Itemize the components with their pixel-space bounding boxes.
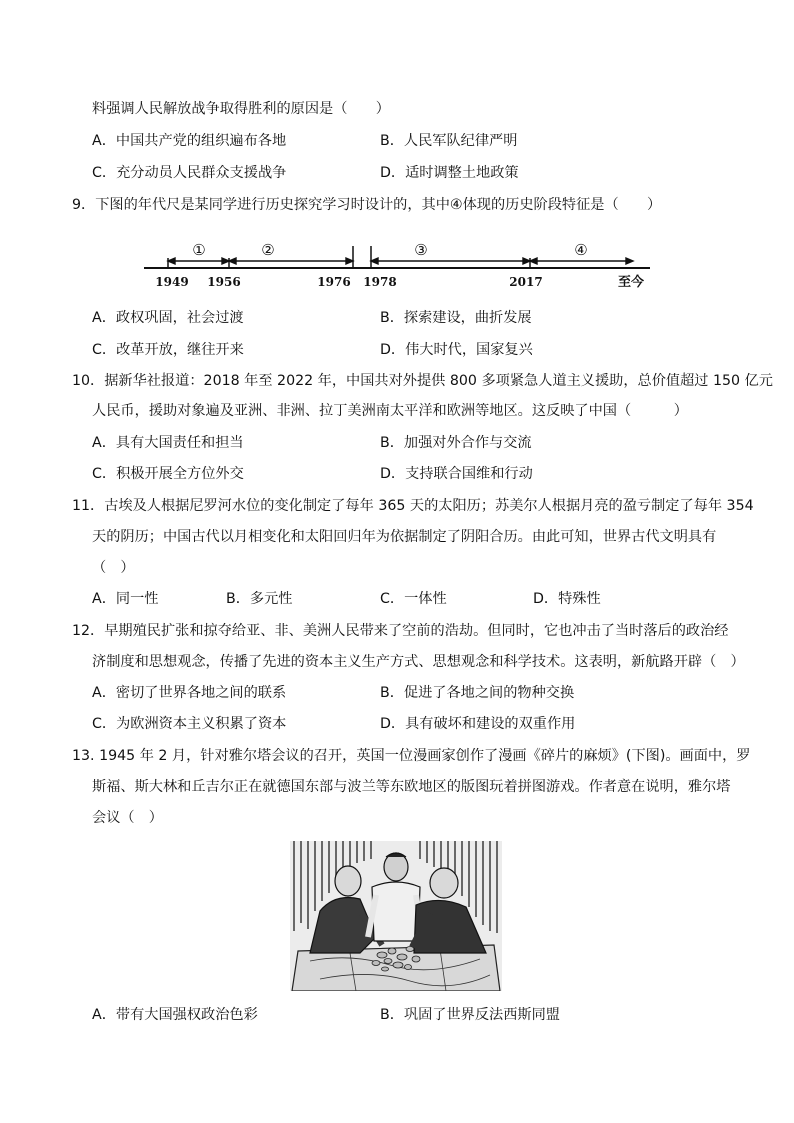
q9-stem: 9．下图的年代尺是某同学进行历史探究学习时设计的，其中④体现的历史阶段特征是（ ） (72, 197, 662, 213)
q11-stem-line3: （ ） (92, 560, 135, 576)
q10-option-a[interactable]: A．具有大国责任和担当 (92, 435, 244, 451)
period-3-arrow (371, 258, 530, 264)
q9-option-a[interactable]: A．政权巩固，社会过渡 (92, 310, 244, 326)
q13-stem-line1: 13. 1945 年 2 月，针对雅尔塔会议的召开，英国一位漫画家创作了漫画《碎片的麻烦》(下图)。画面中，罗 (72, 748, 751, 764)
year-1976: 1976 (317, 275, 351, 289)
period-4-label: ④ (574, 241, 588, 259)
year-1956: 1956 (207, 275, 241, 289)
q12-option-b[interactable]: B．促进了各地之间的物种交换 (380, 685, 575, 701)
year-1949: 1949 (155, 275, 189, 289)
q11-option-a[interactable]: A．同一性 (92, 591, 159, 607)
year-1978: 1978 (363, 275, 397, 289)
q12-option-d[interactable]: D．具有破坏和建设的双重作用 (380, 716, 576, 732)
q10-option-d[interactable]: D．支持联合国维和行动 (380, 466, 533, 482)
q11-stem-line1: 11．古埃及人根据尼罗河水位的变化制定了每年 365 天的太阳历；苏美尔人根据月亮的盈亏制定了每年 354 (72, 498, 754, 514)
q10-option-b[interactable]: B．加强对外合作与交流 (380, 435, 532, 451)
q8-option-c[interactable]: C．充分动员人民群众支援战争 (92, 165, 287, 181)
q10-stem-line1: 10．据新华社报道：2018 年至 2022 年，中国共对外提供 800 多项紧急人道主义援助，总价值超过 150 亿元 (72, 373, 773, 389)
period-2-arrow (229, 258, 353, 264)
year-2017: 2017 (509, 275, 543, 289)
q11-option-d[interactable]: D．特殊性 (533, 591, 601, 607)
q13-option-a[interactable]: A．带有大国强权政治色彩 (92, 1007, 258, 1023)
q11-option-c[interactable]: C．一体性 (380, 591, 447, 607)
q11-option-b[interactable]: B．多元性 (226, 591, 293, 607)
q13-stem-line2: 斯福、斯大林和丘吉尔正在就德国东部与波兰等东欧地区的版图玩着拼图游戏。作者意在说明，雅尔塔 (92, 779, 731, 795)
q10-stem-line2: 人民币，援助对象遍及亚洲、非洲、拉丁美洲南太平洋和欧洲等地区。这反映了中国（ ） (92, 403, 688, 419)
q13-option-b[interactable]: B．巩固了世界反法西斯同盟 (380, 1007, 560, 1023)
q11-stem-line2: 天的阴历；中国古代以月相变化和太阳回归年为依据制定了阴阳合历。由此可知，世界古代文明具有 (92, 529, 717, 545)
period-3-label: ③ (414, 241, 428, 259)
q13-stem-line3: 会议（ ） (92, 810, 163, 826)
q9-timeline (0, 232, 794, 312)
q10-option-c[interactable]: C．积极开展全方位外交 (92, 466, 244, 482)
q8-stem-tail: 料强调人民解放战争取得胜利的原因是（ ） (92, 101, 390, 117)
q12-option-a[interactable]: A．密切了世界各地之间的联系 (92, 685, 287, 701)
q8-option-a[interactable]: A．中国共产党的组织遍布各地 (92, 133, 287, 149)
period-2-label: ② (261, 241, 275, 259)
q8-option-d[interactable]: D．适时调整土地政策 (380, 165, 519, 181)
yalta-cartoon-image (290, 841, 502, 991)
q9-option-b[interactable]: B．探索建设，曲折发展 (380, 310, 532, 326)
q12-stem-line1: 12．早期殖民扩张和掠夺给亚、非、美洲人民带来了空前的浩劫。但同时，它也冲击了当时落后的政治经 (72, 623, 729, 639)
year-present: 至今 (617, 275, 645, 290)
q9-option-d[interactable]: D．伟大时代，国家复兴 (380, 342, 533, 358)
q8-option-b[interactable]: B．人民军队纪律严明 (380, 133, 518, 149)
period-1-label: ① (192, 241, 206, 259)
q9-option-c[interactable]: C．改革开放，继往开来 (92, 342, 244, 358)
q12-option-c[interactable]: C．为欧洲资本主义积累了资本 (92, 716, 287, 732)
q12-stem-line2: 济制度和思想观念，传播了先进的资本主义生产方式、思想观念和科学技术。这表明，新航路开辟（ ） (92, 654, 745, 670)
